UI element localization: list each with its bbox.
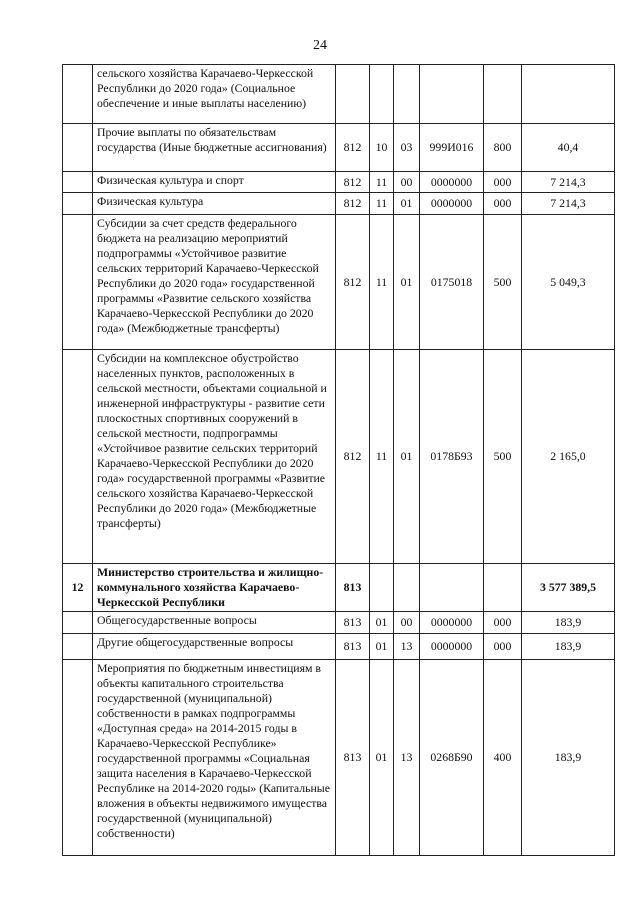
row-amount: 183,9 bbox=[522, 660, 615, 856]
row-amount: 2 165,0 bbox=[522, 350, 615, 564]
row-ministry-code: 812 bbox=[336, 172, 370, 193]
row-expense-type: 000 bbox=[484, 634, 522, 660]
row-name: сельского хозяйства Карачаево-Черкесской Республики до 2020 года» (Социальное обеспечение и иные выплаты населению) bbox=[93, 65, 336, 124]
row-ministry-code: 813 bbox=[336, 612, 370, 634]
row-ministry-code: 813 bbox=[336, 634, 370, 660]
row-section: 10 bbox=[370, 124, 394, 172]
row-expense-type: 000 bbox=[484, 172, 522, 193]
row-subsection: 13 bbox=[394, 660, 420, 856]
row-index bbox=[63, 124, 93, 172]
row-section: 01 bbox=[370, 612, 394, 634]
row-subsection bbox=[394, 65, 420, 124]
row-ministry-code: 813 bbox=[336, 564, 370, 612]
row-amount: 183,9 bbox=[522, 634, 615, 660]
row-name: Общегосударственные вопросы bbox=[93, 612, 336, 634]
table-row bbox=[63, 660, 615, 856]
row-name: Физическая культура bbox=[93, 193, 336, 215]
row-expense-type: 000 bbox=[484, 612, 522, 634]
row-index bbox=[63, 634, 93, 660]
row-section: 11 bbox=[370, 350, 394, 564]
row-amount: 183,9 bbox=[522, 612, 615, 634]
row-subsection bbox=[394, 564, 420, 612]
row-expense-type: 500 bbox=[484, 350, 522, 564]
row-target-article: 0000000 bbox=[420, 612, 484, 634]
row-index bbox=[63, 215, 93, 350]
row-amount: 5 049,3 bbox=[522, 215, 615, 350]
row-target-article: 0175018 bbox=[420, 215, 484, 350]
row-index: 12 bbox=[63, 564, 93, 612]
row-target-article: 0178Б93 bbox=[420, 350, 484, 564]
row-expense-type: 500 bbox=[484, 215, 522, 350]
row-ministry-code: 812 bbox=[336, 193, 370, 215]
row-index bbox=[63, 65, 93, 124]
table-row bbox=[63, 65, 615, 124]
row-amount: 3 577 389,5 bbox=[522, 564, 615, 612]
row-expense-type: 800 bbox=[484, 124, 522, 172]
table-row bbox=[63, 612, 615, 634]
table-row bbox=[63, 564, 615, 612]
row-target-article: 0268Б90 bbox=[420, 660, 484, 856]
row-index bbox=[63, 172, 93, 193]
row-index bbox=[63, 350, 93, 564]
row-name: Субсидии за счет средств федерального бюджета на реализацию мероприятий подпрограммы «Устойчивое развитие сельских территорий Карачаево-Черкесской Республики до 2020 года» государственной программы «Развитие сельского хозяйства Карачаево-Черкесской Республики до 2020 года» (Межбюджетные трансферты) bbox=[93, 215, 336, 350]
row-subsection: 03 bbox=[394, 124, 420, 172]
row-section: 11 bbox=[370, 215, 394, 350]
row-section: 11 bbox=[370, 172, 394, 193]
row-subsection: 00 bbox=[394, 172, 420, 193]
table-row bbox=[63, 193, 615, 215]
row-expense-type bbox=[484, 564, 522, 612]
row-target-article: 0000000 bbox=[420, 172, 484, 193]
row-section: 11 bbox=[370, 193, 394, 215]
table-row bbox=[63, 124, 615, 172]
page-number: 24 bbox=[313, 38, 327, 53]
row-section: 01 bbox=[370, 634, 394, 660]
row-expense-type: 400 bbox=[484, 660, 522, 856]
row-expense-type bbox=[484, 65, 522, 124]
row-index bbox=[63, 193, 93, 215]
row-name: Субсидии на комплексное обустройство населенных пунктов, расположенных в сельской местности, объектами социальной и инженерной инфраструктуры - развитие сети плоскостных спортивных сооружений в сельской местности, подпрограммы «Устойчивое развитие сельских территорий Карачаево-Черкесской Республики до 2020 года» государственной программы «Развитие сельского хозяйства Карачаево-Черкесской Республики до 2020 года» (Межбюджетные трансферты) bbox=[93, 350, 336, 564]
row-subsection: 01 bbox=[394, 215, 420, 350]
row-amount: 7 214,3 bbox=[522, 193, 615, 215]
row-target-article bbox=[420, 65, 484, 124]
row-ministry-code: 812 bbox=[336, 124, 370, 172]
row-amount: 40,4 bbox=[522, 124, 615, 172]
row-section bbox=[370, 564, 394, 612]
table-row bbox=[63, 172, 615, 193]
row-name: Физическая культура и спорт bbox=[93, 172, 336, 193]
table-row bbox=[63, 215, 615, 350]
row-section bbox=[370, 65, 394, 124]
row-amount: 7 214,3 bbox=[522, 172, 615, 193]
row-target-article: 0000000 bbox=[420, 634, 484, 660]
row-target-article: 999И016 bbox=[420, 124, 484, 172]
row-expense-type: 000 bbox=[484, 193, 522, 215]
row-ministry-code: 813 bbox=[336, 660, 370, 856]
row-subsection: 01 bbox=[394, 350, 420, 564]
row-subsection: 00 bbox=[394, 612, 420, 634]
row-ministry-code: 812 bbox=[336, 215, 370, 350]
budget-table bbox=[62, 64, 615, 856]
row-name: Министерство строительства и жилищно-коммунального хозяйства Карачаево-Черкесской Республики bbox=[93, 564, 336, 612]
row-subsection: 01 bbox=[394, 193, 420, 215]
row-name: Прочие выплаты по обязательствам государства (Иные бюджетные ассигнования) bbox=[93, 124, 336, 172]
row-ministry-code bbox=[336, 65, 370, 124]
row-name: Мероприятия по бюджетным инвестициям в объекты капитального строительства государственной (муниципальной) собственности в рамках подпрограммы «Доступная среда» на 2014-2015 годы в Карачаево-Черкесской Республике» государственной программы «Социальная защита населения в Карачаево-Черкесской Республике на 2014-2020 годы» (Капитальные вложения в объекты недвижимого имущества государственной (муниципальной) собственности) bbox=[93, 660, 336, 856]
row-section: 01 bbox=[370, 660, 394, 856]
row-ministry-code: 812 bbox=[336, 350, 370, 564]
row-index bbox=[63, 660, 93, 856]
table-row bbox=[63, 634, 615, 660]
row-amount bbox=[522, 65, 615, 124]
row-target-article bbox=[420, 564, 484, 612]
row-subsection: 13 bbox=[394, 634, 420, 660]
row-target-article: 0000000 bbox=[420, 193, 484, 215]
table-row bbox=[63, 350, 615, 564]
row-index bbox=[63, 612, 93, 634]
row-name: Другие общегосударственные вопросы bbox=[93, 634, 336, 660]
